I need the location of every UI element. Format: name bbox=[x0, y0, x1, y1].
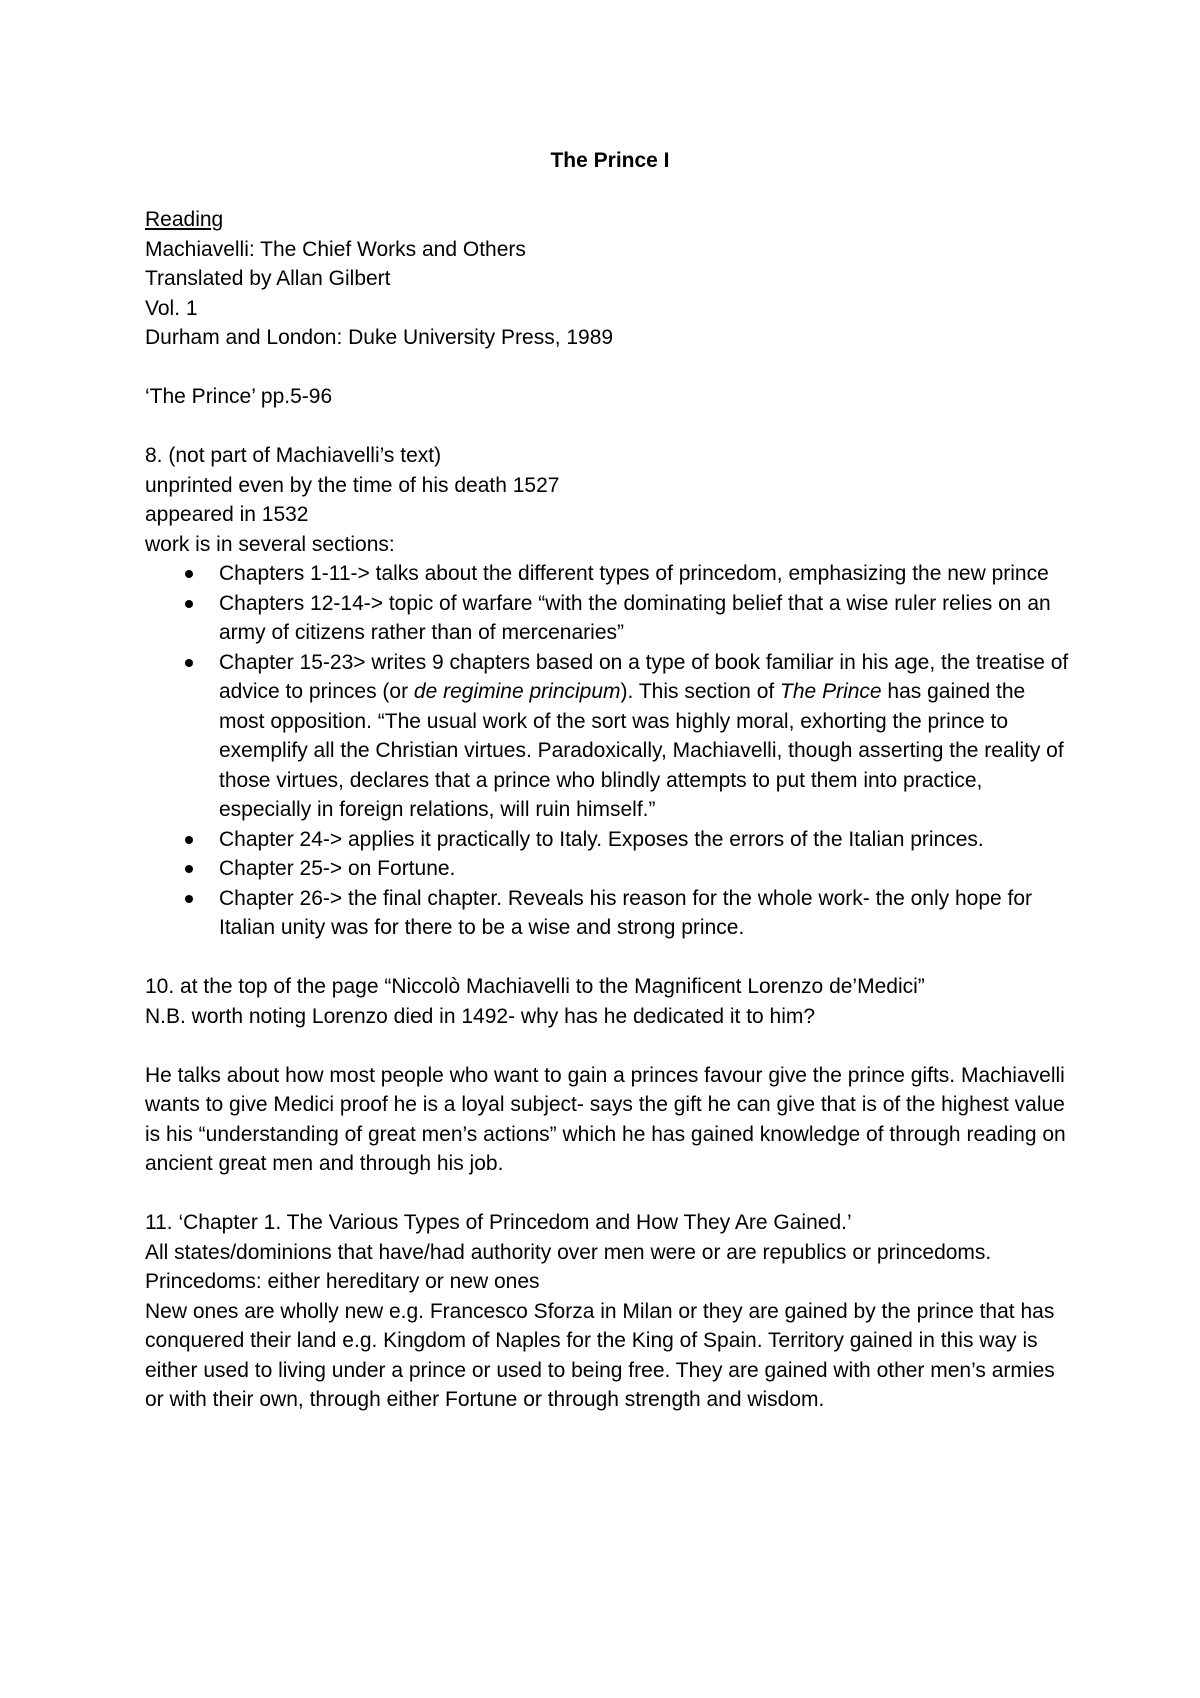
list-item-text-part: has gained the most opposition. “The usual work of the sort was highly moral, exhorting the prince to exemplify all the Christian virtues. Paradoxically, Machiavelli, though asserting the reality of those virtues, declares that a prince who blindly attempts to put them into practice, especially in foreign relations, will ruin himself.” bbox=[219, 680, 1064, 821]
page-title: The Prince I bbox=[550, 149, 670, 172]
list-item bbox=[145, 589, 1075, 648]
section10-line: N.B. worth noting Lorenzo died in 1492- why has he dedicated it to him? bbox=[145, 1004, 816, 1028]
list-item-text: Chapters 1-11-> talks about the different types of princedom, emphasizing the new prince bbox=[219, 562, 1049, 585]
pages-reference: ‘The Prince’ pp.5-96 bbox=[145, 385, 333, 408]
list-item bbox=[145, 648, 1075, 825]
document-body bbox=[145, 146, 1075, 1415]
section8-line: unprinted even by the time of his death 1527 bbox=[145, 473, 560, 497]
bullet-icon bbox=[185, 895, 193, 903]
list-item-text: Chapters 12-14-> topic of warfare “with the dominating belief that a wise ruler relies on an army of citizens rather than of mercenaries” bbox=[219, 591, 1051, 644]
section8-line: 8. (not part of Machiavelli’s text) bbox=[145, 444, 442, 467]
bullet-icon bbox=[185, 865, 193, 873]
italic-term: de regimine principum bbox=[413, 680, 621, 703]
reading-line: Vol. 1 bbox=[145, 296, 198, 320]
bullet-icon bbox=[185, 659, 193, 667]
section8-line: appeared in 1532 bbox=[145, 503, 309, 526]
section11-paragraph: New ones are wholly new e.g. Francesco Sforza in Milan or they are gained by the prince that has conquered their land e.g. Kingdom of Naples for the King of Spain. Territory gained in this way is either used to living under a prince or used to being free. They are gained with other men’s armies or with their own, through either Fortune or through strength and wisdom. bbox=[145, 1299, 1055, 1411]
section11-line: 11. ‘Chapter 1. The Various Types of Princedom and How They Are Gained.’ bbox=[145, 1211, 852, 1234]
list-item bbox=[145, 854, 1075, 884]
list-item-text-part: Chapter 15-23> writes 9 chapters based on a type of book familiar in his age, the treatise of advice to princes (or bbox=[219, 650, 1069, 703]
reading-line: Machiavelli: The Chief Works and Others bbox=[145, 237, 526, 261]
list-item bbox=[145, 884, 1075, 943]
bullet-icon bbox=[185, 600, 193, 608]
reading-line: Translated by Allan Gilbert bbox=[145, 267, 391, 290]
section8-line: work is in several sections: bbox=[145, 532, 395, 556]
list-item-text bbox=[219, 651, 1068, 822]
section10-paragraph: He talks about how most people who want to gain a princes favour give the prince gifts. Machiavelli wants to give Medici proof he is a loyal subject- says the gift he can give that is of the highest value is his “understanding of great men’s actions” which he has gained knowledge of through reading on ancient great men and through his job. bbox=[145, 1063, 1066, 1175]
list-item bbox=[145, 559, 1075, 589]
section11-line: Princedoms: either hereditary or new ones bbox=[145, 1270, 540, 1293]
list-item-text: Chapter 24-> applies it practically to Italy. Exposes the errors of the Italian princes. bbox=[219, 827, 984, 851]
sections-list bbox=[145, 559, 1075, 943]
list-item-text-part: ). This section of bbox=[620, 680, 781, 703]
italic-title: The Prince bbox=[780, 680, 882, 703]
list-item-text: Chapter 25-> on Fortune. bbox=[219, 857, 456, 880]
list-item bbox=[145, 825, 1075, 855]
bullet-icon bbox=[185, 570, 193, 578]
section10-line: 10. at the top of the page “Niccolò Machiavelli to the Magnificent Lorenzo de’Medici” bbox=[145, 975, 925, 998]
bullet-icon bbox=[185, 836, 193, 844]
list-item-text: Chapter 26-> the final chapter. Reveals his reason for the whole work- the only hope for Italian unity was for there to be a wise and strong prince. bbox=[219, 886, 1033, 939]
reading-heading: Reading bbox=[145, 208, 224, 231]
reading-line: Durham and London: Duke University Press, 1989 bbox=[145, 326, 614, 349]
section11-line: All states/dominions that have/had authority over men were or are republics or princedoms. bbox=[145, 1240, 992, 1264]
